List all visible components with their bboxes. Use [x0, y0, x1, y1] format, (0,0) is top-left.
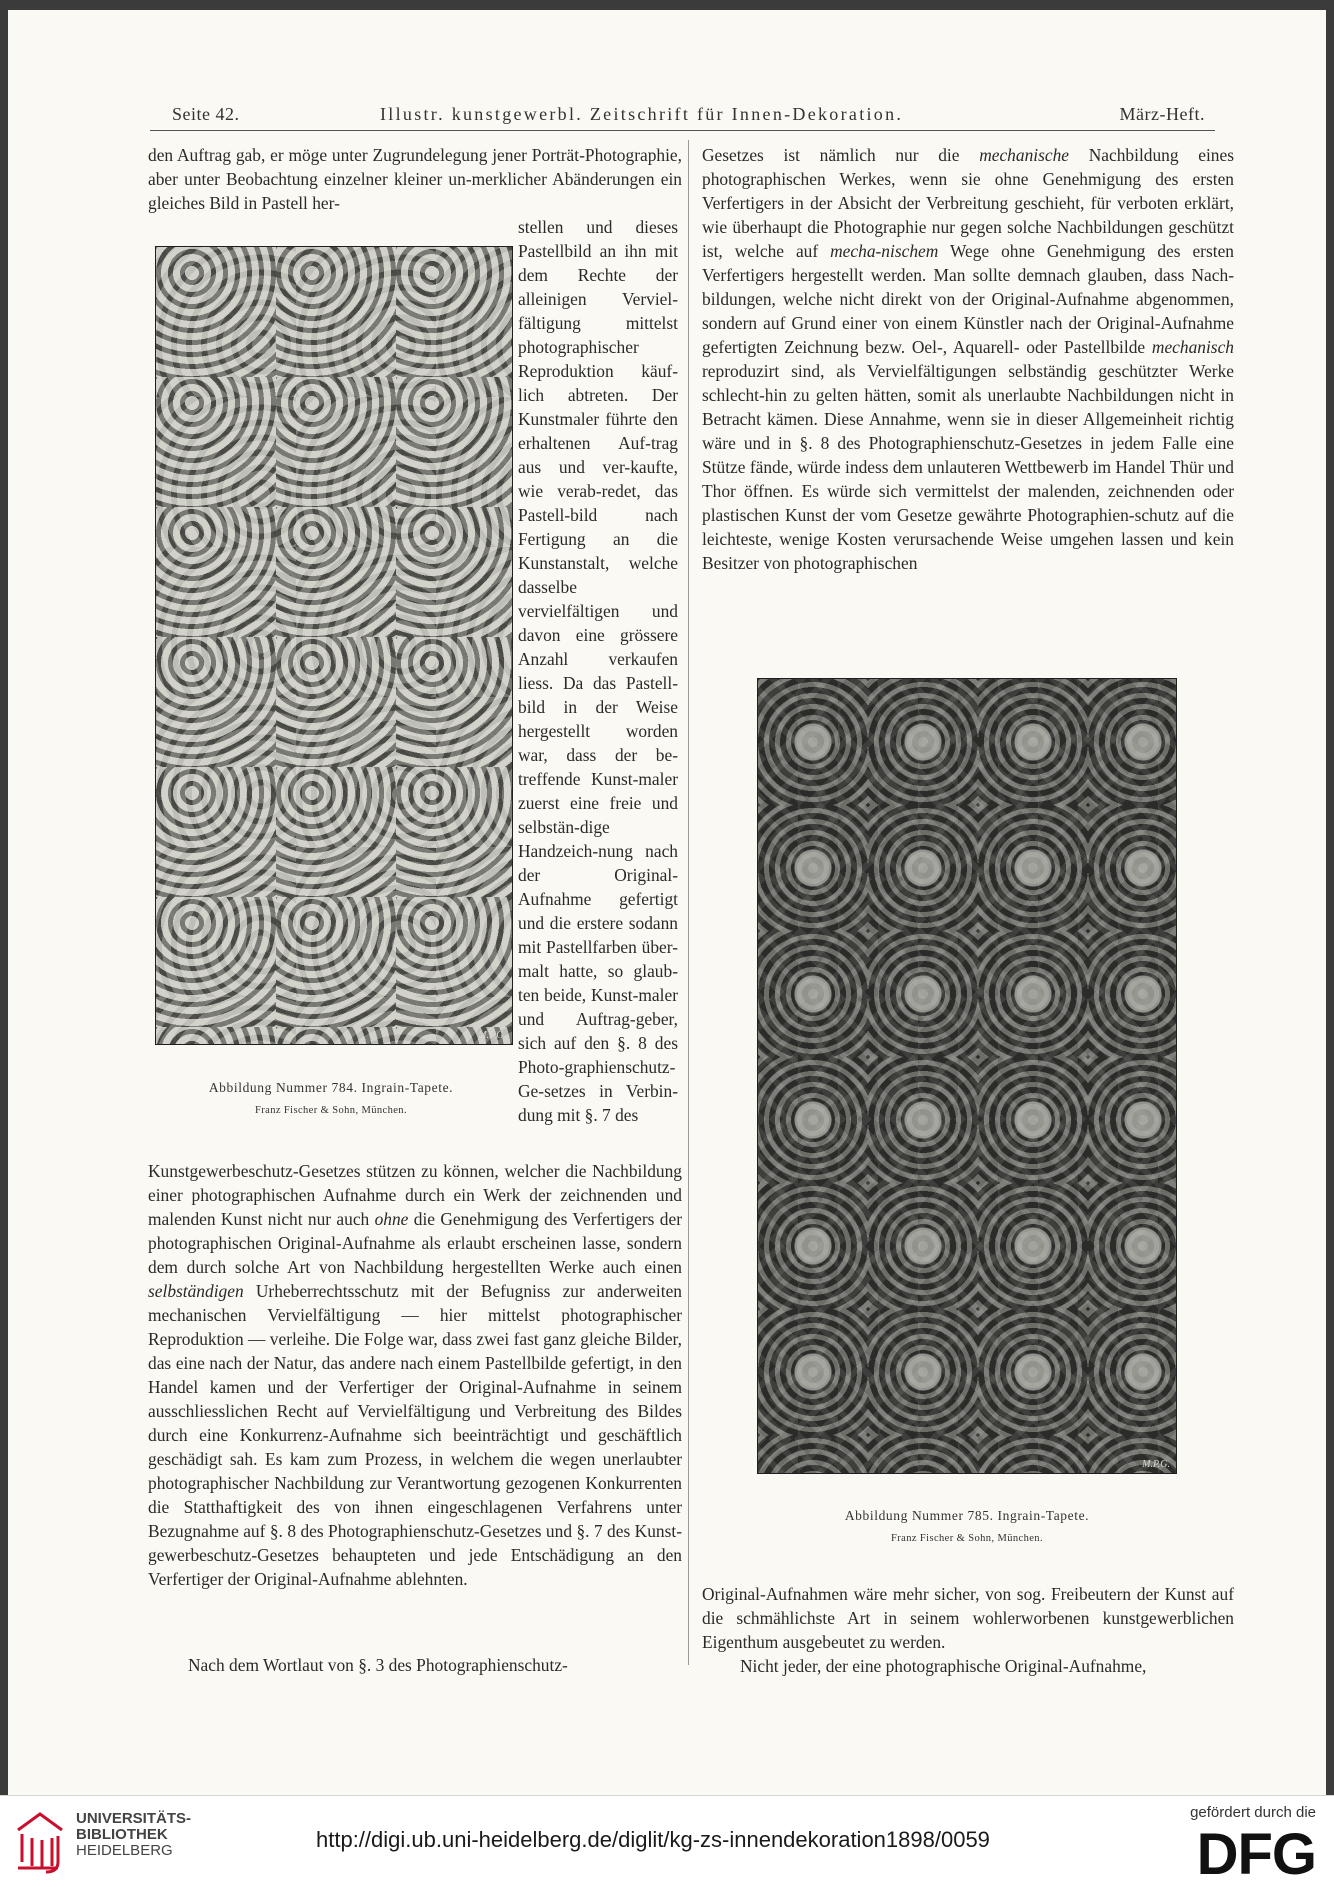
left-column-top-text: den Auftrag gab, er möge unter Zugrundelegung jener Porträt-Photographie, aber unter Beobachtung einzelner kleiner un-merklicher Abänderungen ein gleiches Bild in Pastell her-	[148, 145, 682, 213]
figure-785-caption	[758, 1508, 1176, 1544]
left-bottom-em-ohne: ohne	[374, 1209, 409, 1229]
figure-784-caption-text: Abbildung Nummer 784. Ingrain-Tapete.	[208, 1080, 454, 1095]
right-p1-em-mechanische: mechanische	[979, 145, 1070, 165]
dfg-logo: DFG	[1196, 1822, 1316, 1887]
right-column-paragraph-2: Original-Aufnahmen wäre mehr sicher, von sog. Freibeutern der Kunst auf die schmählichste Art in seinem wohlerworbenen kunstgewerblichen Eigenthum ausgebeutet zu werden.	[702, 1584, 1234, 1652]
column-divider	[688, 140, 689, 1665]
ub-heidelberg-logo-icon	[14, 1810, 66, 1874]
right-p1-em-mechanischem: mecha-nischem	[830, 241, 939, 261]
permalink-url[interactable]: http://digi.ub.uni-heidelberg.de/diglit/kg-zs-innendekoration1898/0059	[316, 1827, 990, 1852]
figure-784-monogram: M.P.G.	[478, 1030, 506, 1041]
figure-785-caption-text: Abbildung Nummer 785. Ingrain-Tapete.	[844, 1508, 1090, 1523]
page-number: Seite 42.	[172, 104, 240, 124]
issue-label: März-Heft.	[1119, 104, 1205, 124]
ub-line-1: UNIVERSITÄTS-	[76, 1810, 192, 1827]
right-p1-b: Nachbildung eines photographischen Werkes, wenn sie ohne Genehmigung des ersten Verfertigers in der Absicht der Verbreitung geschieht, für verboten erklärt, wie überhaupt die Photographie nur gegen solche Nachbildungen geschützt ist, welche auf	[702, 145, 1234, 261]
left-bottom-em-selbstaendigen: selbständigen	[148, 1281, 244, 1301]
figure-785-credit: Franz Fischer & Sohn, München.	[891, 1533, 1043, 1544]
figure-784-caption	[150, 1080, 512, 1116]
scan-edge-top	[0, 0, 1334, 10]
left-bottom-post: Urheberrechtsschutz mit der Befugniss zur anderweiten mechanischen Vervielfältigung — hier mittelst photographischer Reproduktion — verleihe. Die Folge war, dass zwei fast ganz gleiche Bilder, das eine nach der Natur, das andere nach einem Pastellbilde gefertigt, in den Handel kamen und der Verfertiger der Original-Aufnahme in seinem ausschliesslichen Recht auf Vervielfältigung und Verbreitung des Bildes durch eine Konkurrenz-Aufnahme sich beeinträchtigt und geschäftlich geschädigt sah. Es kam zum Prozess, in welchem die wegen unerlaubter photographischer Nachbildung zur Verantwortung gezogenen Konkurrenten die Statthaftigkeit des von ihnen eingeschlagenen Verfahrens unter Bezugnahme auf §. 8 des Photographienschutz-Gesetzes und §. 7 des Kunst-gewerbeschutz-Gesetzes behaupteten und jede Entschädigung an den Verfertiger der Original-Aufnahme ablehnten.	[148, 1281, 682, 1589]
left-column-last-line: Nach dem Wortlaut von §. 3 des Photographienschutz-	[188, 1655, 568, 1675]
scan-edge-left	[0, 0, 8, 1795]
figure-784-credit: Franz Fischer & Sohn, München.	[255, 1105, 407, 1116]
right-p1-a: Gesetzes ist nämlich nur die	[702, 145, 960, 165]
page-header	[150, 100, 1215, 131]
ub-line-3: HEIDELBERG	[76, 1842, 173, 1859]
ub-heidelberg-wordmark	[76, 1811, 226, 1859]
left-bottom-mid: die Genehmigung des Verfertigers der photographischen Original-Aufnahme als erlaubt erscheinen lasse, sondern dem durch solche Art von Nachbildung hergestellten Werke auch einen	[148, 1209, 682, 1277]
digitization-footer	[0, 1795, 1334, 1887]
right-p1-c: Wege ohne Genehmigung des ersten Verfertigers hergestellt werden. Man sollte demnach glauben, dass Nach-bildungen, welche nicht direkt von der Original-Aufnahme abgenommen, sondern auf Grund einer von einem Künstler nach der Original-Aufnahme gefertigten Zeichnung bezw. Oel-, Aquarell- oder Pastellbilde	[702, 241, 1234, 357]
right-column-paragraph-1	[702, 143, 1234, 575]
left-column-bottom-text	[148, 1159, 682, 1591]
scan-edge-right	[1326, 0, 1334, 1795]
journal-title: Illustr. kunstgewerbl. Zeitschrift für Innen-Dekoration.	[380, 104, 904, 124]
funded-by-label: gefördert durch die	[1190, 1804, 1316, 1821]
left-bottom-pre: Kunstgewerbeschutz-Gesetzes stützen zu können, welcher die Nachbildung einer photographischen Aufnahme durch ein Werk der zeichnenden und malenden Kunst nicht nur auch	[148, 1161, 682, 1229]
ub-line-2: BIBLIOTHEK	[76, 1826, 168, 1843]
right-p1-em-mechanisch: mechanisch	[1151, 337, 1234, 357]
figure-785-wallpaper-image	[758, 679, 1176, 1473]
figure-785-monogram: M.P.G.	[1142, 1459, 1170, 1470]
right-column-paragraph-3: Nicht jeder, der eine photographische Original-Aufnahme,	[740, 1656, 1147, 1676]
right-p1-d: reproduzirt sind, als Vervielfältigungen selbständig geschützter Werke schlecht-hin zu gelten hätten, somit als unerlaubte Nachbildungen nicht in Betracht kämen. Diese Annahme, wenn sie in dieser Allgemeinheit richtig wäre und in §. 8 des Photographienschutz-Gesetzes in jedem Falle eine Stütze fände, würde indess dem unlauteren Wettbewerb im Handel Thür und Thor öffnen. Es würde sich vermittelst der malenden, zeichnenden oder plastischen Kunst der vom Gesetze gewährte Photographien-schutz auf die leichteste, wenige Kosten verursachende Weise umgehen lassen und kein Besitzer von photographischen	[702, 361, 1234, 573]
left-column-wrap-text: stellen und dieses Pastellbild an ihn mit dem Rechte der alleinigen Verviel-fältigung mittelst photographischer Reproduktion käuf-lich abtreten. Der Kunstmaler führte den erhaltenen Auf-trag aus und ver-kaufte, wie verab-redet, das Pastell-bild nach Fertigung an die Kunstanstalt, welche dasselbe vervielfältigen und davon eine grössere Anzahl verkaufen liess. Da das Pastell-bild in der Weise hergestellt worden war, dass der be-treffende Kunst-maler zuerst eine freie und selbstän-dige Handzeich-nung nach der Original-Aufnahme gefertigt und die erstere sodann mit Pastellfarben über-malt hatte, so glaub-ten beide, Kunst-maler und Auftrag-geber, sich auf den §. 8 des Photo-graphienschutz-Ge-setzes in Verbin-dung mit §. 7 des	[518, 217, 678, 1125]
figure-784-wallpaper-image	[156, 247, 512, 1044]
